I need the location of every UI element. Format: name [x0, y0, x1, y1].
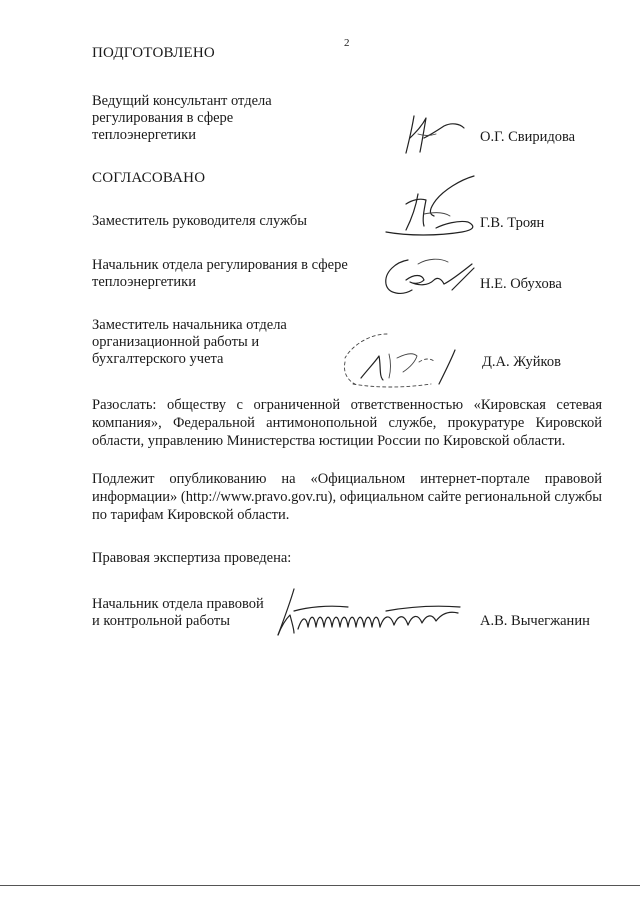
prepared-position	[92, 93, 272, 144]
publication-paragraph: Подлежит опубликованию на «Официальном интернет-портале правовой информации» (http://www.pravo.gov.ru), официальном сайте региональной службы по тарифам Кировской области.	[92, 471, 602, 523]
distribution-paragraph: Разослать: обществу с ограниченной ответственностью «Кировская сетевая компания», Федеральной антимонопольной службе, прокуратуре Кировской области, управлению Министерства юстиции России по Кировской области.	[92, 397, 602, 449]
prepared-position-line: регулирования в сфере	[92, 110, 234, 126]
signature-vychegzhanin	[268, 585, 468, 640]
agreed-name-1: Г.В. Троян	[480, 215, 545, 231]
signature-sviridova	[400, 108, 470, 158]
agreed-position-line: теплоэнергетики	[92, 274, 196, 290]
page-number: 2	[344, 37, 350, 49]
page-bottom-rule	[0, 885, 640, 886]
agreed-position-3	[92, 317, 287, 368]
signature-obukhova	[378, 250, 478, 300]
agreed-name-3: Д.А. Жуйков	[482, 354, 561, 370]
agreed-heading: СОГЛАСОВАНО	[92, 170, 206, 186]
agreed-position-line: Начальник отдела регулирования в сфере	[92, 257, 348, 273]
agreed-position-2	[92, 257, 348, 291]
agreed-position-line: Заместитель руководителя службы	[92, 213, 308, 229]
legal-review-position-line: и контрольной работы	[92, 613, 230, 629]
prepared-name: О.Г. Свиридова	[480, 129, 576, 145]
legal-review-position	[92, 596, 264, 630]
signature-zhuykov	[335, 328, 480, 393]
prepared-position-line: Ведущий консультант отдела	[92, 93, 272, 109]
agreed-position-line: бухгалтерского учета	[92, 351, 224, 367]
legal-review-text: Правовая экспертиза проведена:	[92, 550, 292, 566]
legal-review-name: А.В. Вычегжанин	[480, 613, 590, 629]
prepared-heading: ПОДГОТОВЛЕНО	[92, 45, 215, 61]
legal-review-position-line: Начальник отдела правовой	[92, 596, 264, 612]
agreed-position-1	[92, 213, 307, 230]
agreed-name-2: Н.Е. Обухова	[480, 276, 562, 292]
signature-troyan	[378, 170, 483, 242]
prepared-position-line: теплоэнергетики	[92, 127, 196, 143]
agreed-position-line: Заместитель начальника отдела	[92, 317, 287, 333]
agreed-position-line: организационной работы и	[92, 334, 260, 350]
